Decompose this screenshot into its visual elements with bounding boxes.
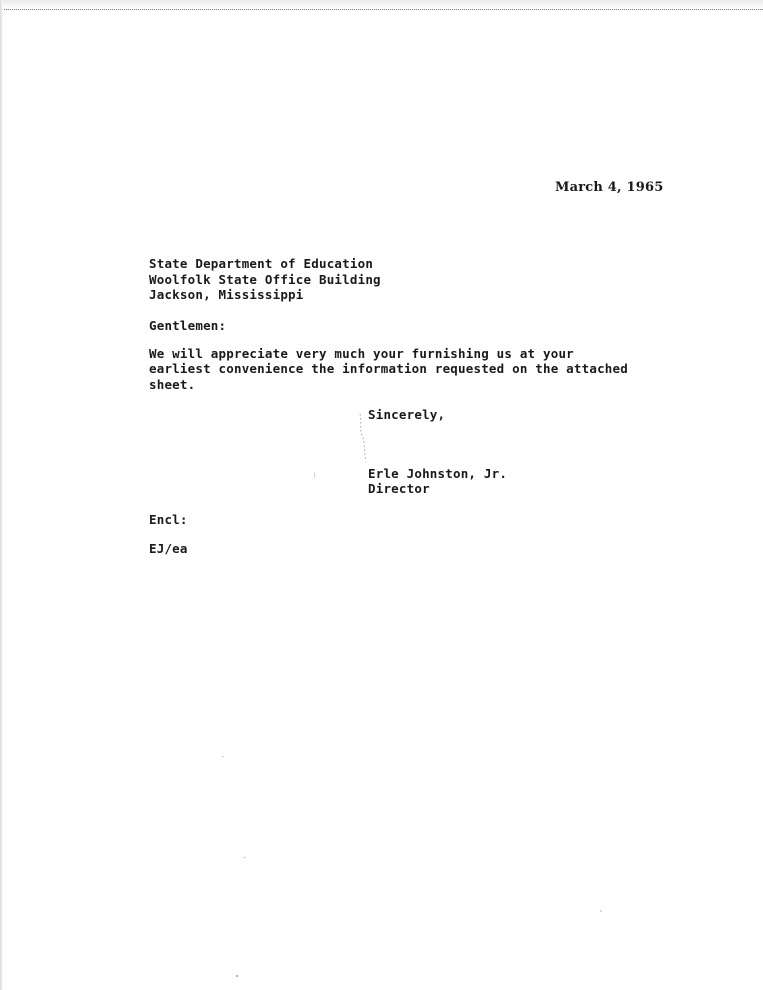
body-line-2: earliest convenience the information requested on the attached [149, 361, 628, 376]
closing: Sincerely, [368, 407, 446, 422]
typist-initials: EJ/ea [149, 541, 188, 556]
signature-mark [356, 412, 374, 467]
body-line-1: We will appreciate very much your furnishing us at your [149, 346, 574, 361]
page-left-edge [0, 0, 3, 990]
signer-name: Erle Johnston, Jr. [368, 466, 508, 481]
body-line-3: sheet. [149, 377, 196, 392]
enclosure-note: Encl: [149, 512, 188, 527]
paper-speck [236, 975, 238, 977]
page-top-edge [0, 0, 763, 10]
paper-speck [600, 910, 602, 912]
recipient-line-1: State Department of Education [149, 256, 374, 271]
paper-speck [243, 857, 246, 858]
paper-speck [314, 472, 315, 478]
recipient-line-3: Jackson, Mississippi [149, 287, 304, 302]
salutation: Gentlemen: [149, 318, 227, 333]
signer-title: Director [368, 481, 430, 496]
recipient-line-2: Woolfolk State Office Building [149, 272, 381, 287]
paper-speck [222, 756, 224, 757]
letter-date: March 4, 1965 [555, 180, 664, 195]
